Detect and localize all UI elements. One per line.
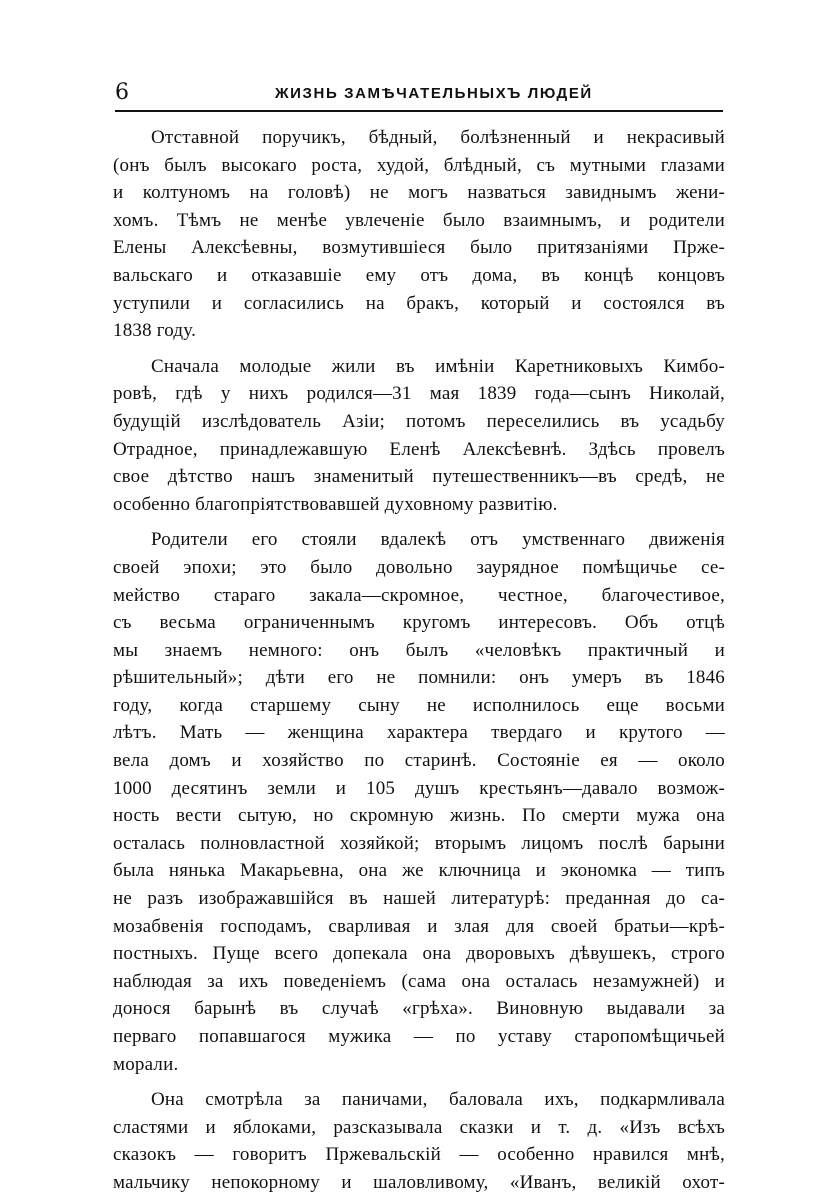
text-line: осталась полновластной хозяйкой; вторымъ лицомъ послѣ барыни <box>113 832 725 854</box>
text-line: сластями и яблоками, разсказывала сказки и т. д. «Изъ всѣхъ <box>113 1116 725 1138</box>
paragraph-gap <box>113 518 725 526</box>
text-line: свое дѣтство нашъ знаменитый путешественникъ—въ средѣ, не <box>113 466 725 488</box>
text-line: мозабвенія господамъ, сварливая и злая для своей братьи—крѣ- <box>113 915 725 937</box>
text-line: 1838 году. <box>113 320 197 342</box>
text-line: ность вести сытую, но скромную жизнь. По смерти мужа она <box>113 805 725 827</box>
text-line: наблюдая за ихъ поведеніемъ (сама она осталась незамужней) и <box>113 970 725 992</box>
text-line: лѣтъ. Мать — женщина характера твердаго и крутого — <box>113 722 725 744</box>
text-line: вела домъ и хозяйство по старинѣ. Состояніе ея — около <box>113 750 725 772</box>
text-line: будущій изслѣдователь Азіи; потомъ переселились въ усадьбу <box>113 410 725 432</box>
text-line: мейство стараго закала—скромное, честное, благочестивое, <box>113 584 725 606</box>
header-rule <box>115 110 723 112</box>
text-line: Родители его стояли вдалекѣ отъ умственнаго движенія <box>151 529 725 551</box>
body-text <box>113 124 725 1197</box>
text-line: хомъ. Тѣмъ не менѣе увлеченіе было взаимнымъ, и родители <box>113 209 725 231</box>
text-line: своей эпохи; это было довольно заурядное помѣщичье се- <box>113 556 725 578</box>
text-line: морали. <box>113 1053 179 1075</box>
text-line: ровѣ, гдѣ у нихъ родился—31 мая 1839 года—сынъ Николай, <box>113 383 725 405</box>
text-line: сказокъ — говоритъ Пржевальскій — особенно нравился мнѣ, <box>113 1144 725 1166</box>
text-line: Сначала молодые жили въ имѣніи Каретниковыхъ Кимбо- <box>151 355 725 377</box>
text-line: рѣшительный»; дѣти его не помнили: онъ умеръ въ 1846 <box>113 667 725 689</box>
text-line: особенно благопріятствовавшей духовному развитію. <box>113 493 558 515</box>
text-line: (онъ былъ высокаго роста, худой, блѣдный, съ мутными глазами <box>113 154 725 176</box>
text-line: Елены Алексѣевны, возмутившіеся было притязаніями Прже- <box>113 237 725 259</box>
text-line: Отрадное, принадлежавшую Еленѣ Алексѣевнѣ. Здѣсь провелъ <box>113 438 725 460</box>
running-title: ЖИЗНЬ ЗАМѢЧАТЕЛЬНЫХЪ ЛЮДЕЙ <box>275 85 593 102</box>
page-number: 6 <box>115 80 129 105</box>
paragraph-gap <box>113 1078 725 1086</box>
text-line: году, когда старшему сыну не исполнилось еще восьми <box>113 694 725 716</box>
paragraph-gap <box>113 345 725 353</box>
text-line: не разъ изображавшійся въ нашей литературѣ: преданная до са- <box>113 888 725 910</box>
text-line: мы знаемъ немного: онъ былъ «человѣкъ практичный и <box>113 639 725 661</box>
text-line: и колтуномъ на головѣ) не могъ назваться завиднымъ жени- <box>113 182 725 204</box>
text-line: вальскаго и отказавшіе ему отъ дома, въ концѣ концовъ <box>113 264 725 286</box>
text-line: уступили и согласились на бракъ, который и состоялся въ <box>113 292 725 314</box>
text-line: 1000 десятинъ земли и 105 душъ крестьянъ—давало возмож- <box>113 777 725 799</box>
page-header <box>115 80 725 110</box>
text-line: мальчику непокорному и шаловливому, «Иванъ, великій охот- <box>113 1171 725 1193</box>
text-line: постныхъ. Пуще всего допекала она дворовыхъ дѣвушекъ, строго <box>113 943 725 965</box>
text-line: была нянька Макарьевна, она же ключница и экономка — типъ <box>113 860 725 882</box>
text-line: перваго попавшагося мужика — по уставу старопомѣщичьей <box>113 1026 725 1047</box>
text-line: донося барынѣ въ случаѣ «грѣха». Виновную выдавали за <box>113 998 725 1020</box>
text-line: Отставной поручикъ, бѣдный, болѣзненный и некрасивый <box>151 127 725 148</box>
text-line: съ весьма ограниченнымъ кругомъ интересовъ. Объ отцѣ <box>113 612 725 634</box>
text-line: Она смотрѣла за паничами, баловала ихъ, подкармливала <box>151 1089 725 1111</box>
